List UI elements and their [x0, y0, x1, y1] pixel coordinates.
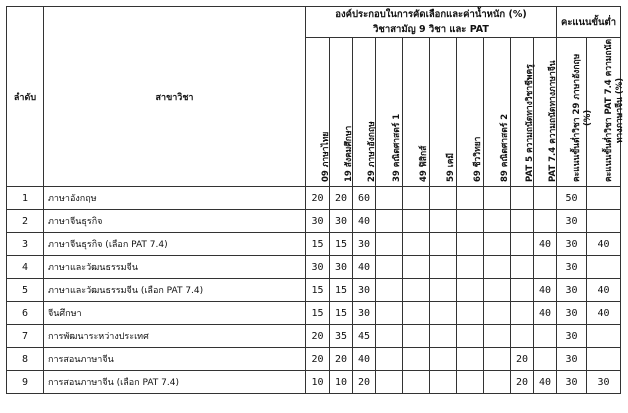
weight-cell: 40 [534, 279, 557, 302]
table-row [7, 325, 621, 348]
weight-cell: 30 [353, 302, 376, 325]
row-order: 8 [7, 348, 44, 371]
weight-cell [534, 210, 557, 233]
weight-cell: 20 [511, 348, 534, 371]
weight-cell: 15 [306, 279, 330, 302]
weight-cell [376, 210, 403, 233]
weight-cell [484, 233, 511, 256]
table-row [7, 348, 621, 371]
weight-column-header [511, 38, 534, 187]
weight-cell [457, 371, 484, 394]
min-column-header [587, 38, 625, 187]
weight-column-label: 09 ภาษาไทย [320, 131, 331, 182]
weight-cell: 30 [330, 210, 353, 233]
min-score-cell: 40 [587, 279, 621, 302]
weight-cell [376, 233, 403, 256]
weight-cell [534, 348, 557, 371]
weight-cell [403, 256, 430, 279]
weight-column-label: 59 เคมี [446, 153, 456, 182]
weight-cell [430, 302, 457, 325]
row-order: 3 [7, 233, 44, 256]
weight-cell: 30 [306, 256, 330, 279]
min-score-cell: 30 [557, 256, 587, 279]
min-column-label [604, 39, 626, 182]
min-score-cell: 30 [557, 233, 587, 256]
weight-cell [457, 187, 484, 210]
table-row [7, 187, 621, 210]
weight-column-header [376, 38, 403, 187]
row-subject: ภาษาจีนธุรกิจ [44, 210, 306, 233]
weight-column-label: 49 ฟิสิกส์ [419, 145, 429, 182]
weight-cell [484, 187, 511, 210]
weight-cell [403, 210, 430, 233]
weight-column-label: 29 ภาษาอังกฤษ [367, 121, 377, 182]
weight-cell: 30 [353, 233, 376, 256]
weight-cell [403, 371, 430, 394]
weight-column-label: 69 ชีววิทยา [473, 136, 483, 182]
weight-cell [403, 302, 430, 325]
weight-cell [484, 302, 511, 325]
weight-cell: 35 [330, 325, 353, 348]
weight-cell [403, 233, 430, 256]
weight-cell [484, 210, 511, 233]
weight-cell: 40 [353, 210, 376, 233]
table-row [7, 279, 621, 302]
weight-cell [484, 371, 511, 394]
min-column-label-line: ทางภาษาจีน (%) [614, 77, 625, 144]
row-subject: การสอนภาษาจีน (เลือก PAT 7.4) [44, 371, 306, 394]
min-score-cell [587, 210, 621, 233]
row-order: 7 [7, 325, 44, 348]
min-column-header [557, 38, 593, 187]
weight-cell: 15 [306, 233, 330, 256]
weight-cell [403, 187, 430, 210]
weight-column-label: 39 คณิตศาสตร์ 1 [392, 113, 402, 182]
weight-cell [484, 325, 511, 348]
min-score-cell: 30 [587, 371, 621, 394]
weight-cell: 45 [353, 325, 376, 348]
weight-column-header [484, 38, 511, 187]
weight-cell [376, 325, 403, 348]
weight-cell: 40 [534, 302, 557, 325]
table-row [7, 256, 621, 279]
row-order: 9 [7, 371, 44, 394]
weight-column-header [457, 38, 484, 187]
weight-cell [376, 187, 403, 210]
order-header: ลำดับ [7, 7, 44, 187]
min-score-cell [587, 187, 621, 210]
weight-cell [484, 279, 511, 302]
weight-cell [534, 256, 557, 279]
weight-group-line1: องค์ประกอบในการคัดเลือกและค่าน้ำหนัก (%) [335, 9, 527, 20]
row-order: 6 [7, 302, 44, 325]
weight-cell: 20 [511, 371, 534, 394]
weight-cell [534, 325, 557, 348]
weight-cell: 20 [353, 371, 376, 394]
weight-cell: 20 [306, 187, 330, 210]
weight-cell [511, 325, 534, 348]
row-subject: การพัฒนาระหว่างประเทศ [44, 325, 306, 348]
weight-cell: 15 [330, 302, 353, 325]
weight-column-header [403, 38, 430, 187]
table-row [7, 233, 621, 256]
weight-cell [457, 233, 484, 256]
weight-cell [511, 256, 534, 279]
weight-cell [376, 371, 403, 394]
min-score-cell: 30 [557, 279, 587, 302]
table-row [7, 302, 621, 325]
min-score-cell: 40 [587, 233, 621, 256]
min-score-cell: 30 [557, 210, 587, 233]
min-column-label-line: (%) [582, 109, 593, 127]
row-subject: ภาษาอังกฤษ [44, 187, 306, 210]
weight-cell: 30 [306, 210, 330, 233]
table-row [7, 371, 621, 394]
weight-cell: 15 [306, 302, 330, 325]
weight-cell: 60 [353, 187, 376, 210]
weight-column-header [353, 38, 376, 187]
weight-cell [511, 187, 534, 210]
row-subject: จีนศึกษา [44, 302, 306, 325]
row-subject: ภาษาและวัฒนธรรมจีน (เลือก PAT 7.4) [44, 279, 306, 302]
weight-cell: 40 [534, 371, 557, 394]
weight-cell [376, 302, 403, 325]
row-order: 2 [7, 210, 44, 233]
weight-cell: 30 [330, 256, 353, 279]
weight-column-label: 89 คณิตศาสตร์ 2 [500, 113, 510, 182]
weight-cell [430, 279, 457, 302]
min-score-cell: 30 [557, 348, 587, 371]
weight-cell [376, 256, 403, 279]
min-score-cell [587, 325, 621, 348]
min-column-label-line: คะแนนขั้นต่ำวิชา 29 ภาษาอังกฤษ [571, 53, 582, 182]
row-order: 4 [7, 256, 44, 279]
weight-cell [511, 233, 534, 256]
weight-column-label: PAT 5 ความถนัดทางวิชาชีพครู [525, 64, 535, 182]
weight-cell [511, 302, 534, 325]
table-row [7, 210, 621, 233]
subject-header: สาขาวิชา [44, 7, 306, 187]
row-subject: ภาษาและวัฒนธรรมจีน [44, 256, 306, 279]
weight-cell [403, 325, 430, 348]
weight-cell [403, 348, 430, 371]
weight-cell [534, 187, 557, 210]
weight-cell: 20 [330, 187, 353, 210]
weight-cell [457, 279, 484, 302]
admission-weight-table [6, 6, 625, 394]
weight-cell [376, 279, 403, 302]
min-score-cell: 30 [557, 302, 587, 325]
min-score-cell: 50 [557, 187, 587, 210]
weight-cell [403, 279, 430, 302]
weight-column-header [330, 38, 353, 187]
weight-column-header [430, 38, 457, 187]
weight-cell [376, 348, 403, 371]
weight-cell [430, 371, 457, 394]
row-order: 5 [7, 279, 44, 302]
weight-column-label: PAT 7.4 ความถนัดทางภาษาจีน [548, 60, 558, 182]
weight-cell [430, 325, 457, 348]
weight-cell [430, 233, 457, 256]
weight-cell: 40 [353, 348, 376, 371]
weight-cell: 20 [306, 348, 330, 371]
weight-column-label: 19 สังคมศึกษา [344, 125, 354, 182]
weight-group-line2: วิชาสามัญ 9 วิชา และ PAT [373, 24, 489, 35]
weight-cell [457, 325, 484, 348]
weight-group-header [306, 7, 557, 38]
weight-cell [430, 348, 457, 371]
weight-cell: 20 [330, 348, 353, 371]
weight-cell: 15 [330, 279, 353, 302]
weight-cell [430, 256, 457, 279]
weight-cell: 40 [534, 233, 557, 256]
weight-cell: 10 [330, 371, 353, 394]
min-column-label-line: คะแนนขั้นต่ำวิชา PAT 7.4 ความถนัด [603, 39, 614, 182]
weight-cell: 20 [306, 325, 330, 348]
min-score-cell [587, 348, 621, 371]
weight-cell [457, 302, 484, 325]
weight-cell [511, 210, 534, 233]
row-order: 1 [7, 187, 44, 210]
weight-cell: 40 [353, 256, 376, 279]
min-score-header: คะแนนขั้นต่ำ [557, 7, 621, 38]
weight-column-header [306, 38, 330, 187]
weight-cell [457, 348, 484, 371]
min-score-cell: 30 [557, 325, 587, 348]
weight-cell [457, 210, 484, 233]
weight-column-header [534, 38, 557, 187]
weight-cell [457, 256, 484, 279]
min-score-cell: 30 [557, 371, 587, 394]
weight-cell: 30 [353, 279, 376, 302]
row-subject: ภาษาจีนธุรกิจ (เลือก PAT 7.4) [44, 233, 306, 256]
weight-cell [484, 348, 511, 371]
weight-cell [430, 210, 457, 233]
weight-cell: 10 [306, 371, 330, 394]
min-score-cell: 40 [587, 302, 621, 325]
weight-cell [484, 256, 511, 279]
row-subject: การสอนภาษาจีน [44, 348, 306, 371]
min-score-cell [587, 256, 621, 279]
weight-cell: 15 [330, 233, 353, 256]
weight-cell [430, 187, 457, 210]
weight-cell [511, 279, 534, 302]
